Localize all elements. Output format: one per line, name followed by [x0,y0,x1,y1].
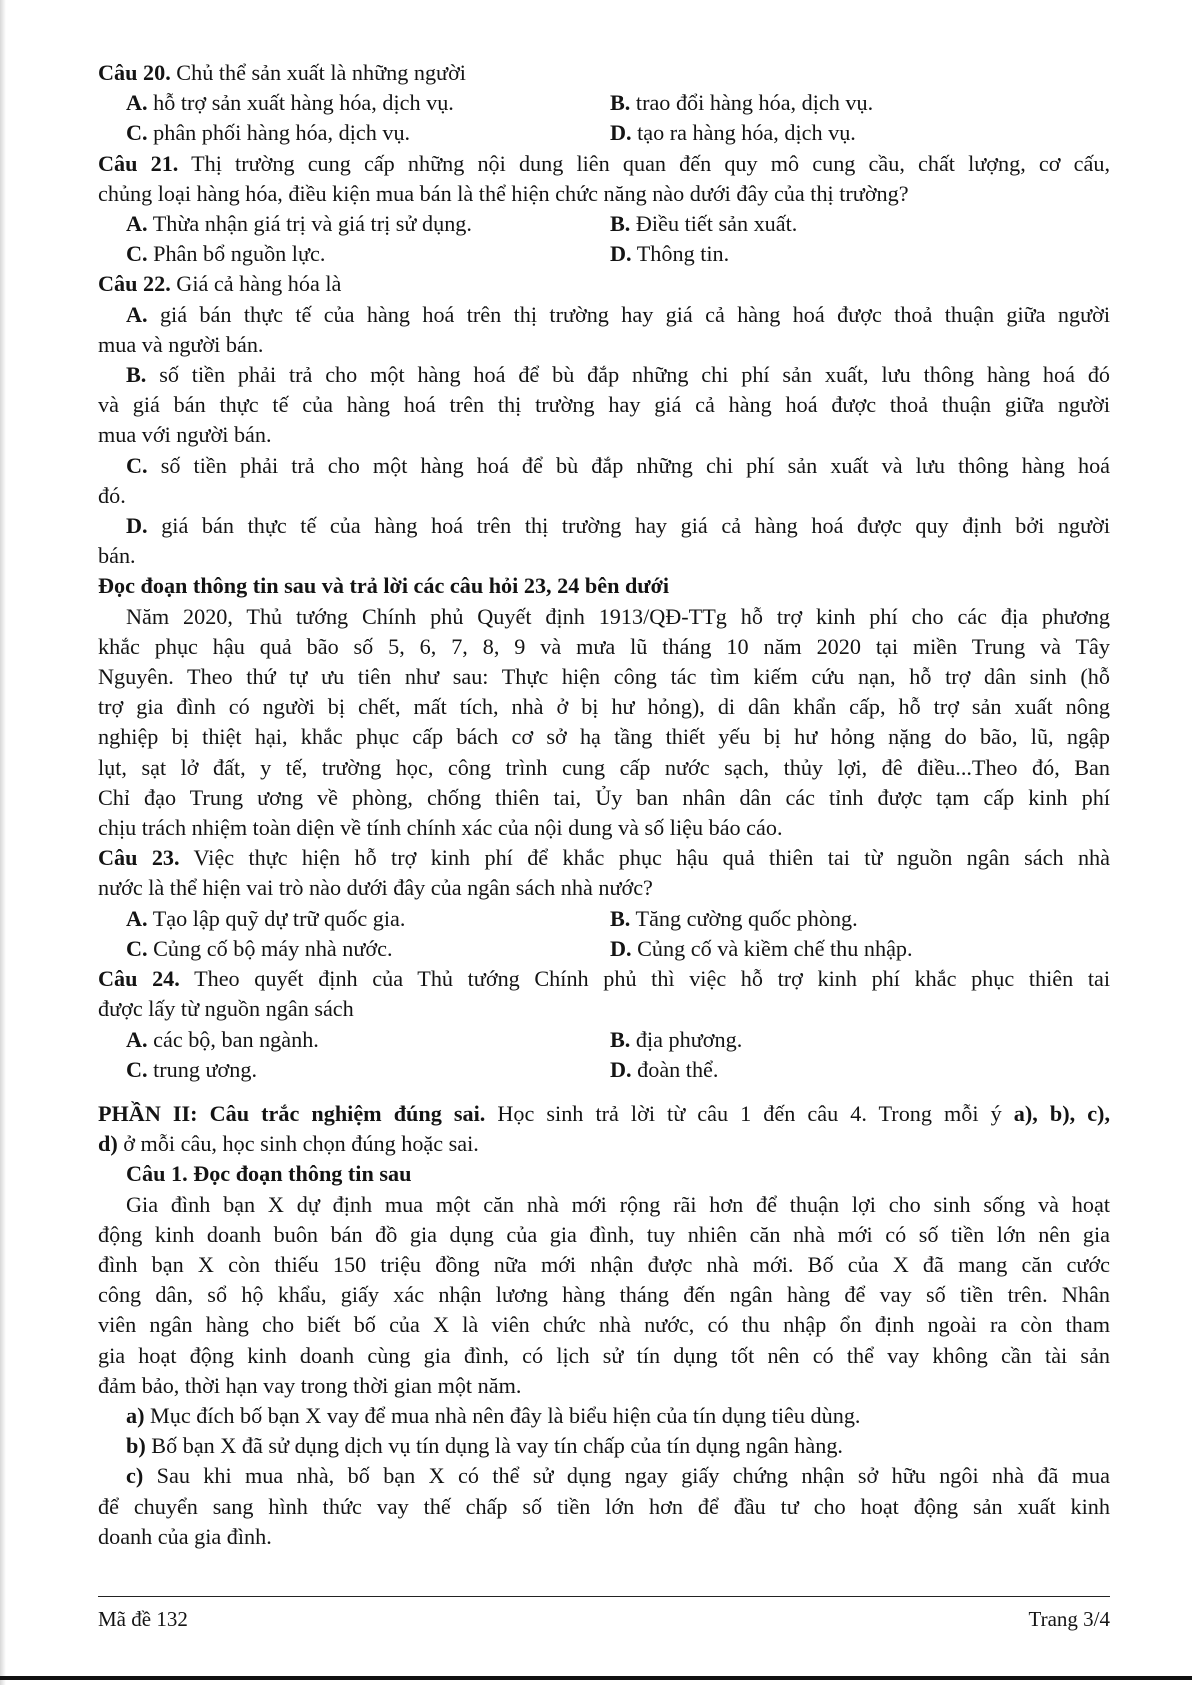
options-row [98,1025,1110,1055]
options-row [98,904,1110,934]
passage-line: trợ gia đình có người bị chết, mất tích, nhà ở bị hư hỏng), di dân khẩn cấp, hỗ trợ sản xuất nông [98,694,1110,720]
passage-line: viên ngân hàng cho biết bố của X là viên chức nhà nước, có thu nhập ổn định ngoài ra còn tham [98,1312,1110,1338]
exam-code: Mã đề 132 [98,1607,188,1631]
option-b-cont: và giá bán thực tế của hàng hoá trên thị trường hay giá cả hàng hoá được thoả thuận giữa người [98,392,1110,418]
question-stem: Chủ thể sản xuất là những người [176,60,466,85]
passage-line: Chỉ đạo Trung ương về phòng, chống thiên tai, Ủy ban nhân dân các tỉnh được tạm cấp kinh phí [98,784,1110,810]
exam-page [98,58,1110,1552]
statement-a[interactable]: a) Mục đích bố bạn X vay để mua nhà nên đây là biểu hiện của tín dụng tiêu dùng. [126,1402,861,1428]
option-c[interactable]: C. Củng cố bộ máy nhà nước. [126,935,393,961]
question-stem-line: Việc thực hiện hỗ trợ kinh phí để khắc phục hậu quả thiên tai từ nguồn ngân sách nhà [193,845,1110,871]
part-2-intro-cont: d) ở mỗi câu, học sinh chọn đúng hoặc sai. [98,1131,479,1157]
question-stem-line: Thị trường cung cấp những nội dung liên quan đến quy mô cung cầu, chất lượng, cơ cấu, [191,150,1110,176]
option-b-cont: mua với người bán. [98,422,272,448]
option-a[interactable]: A. các bộ, ban ngành. [126,1026,319,1052]
section-gap [98,1085,1110,1099]
passage-line: khắc phục hậu quả bão số 5, 6, 7, 8, 9 và mưa lũ tháng 10 năm 2020 tại miền Trung và Tây [98,633,1110,659]
option-c-cont: đó. [98,482,126,508]
question-21 [98,149,1110,179]
question-23 [98,843,1110,873]
option-c[interactable]: C. Phân bổ nguồn lực. [126,241,326,267]
passage-line: Nguyên. Theo thứ tự ưu tiên như sau: Thực hiện công tác tìm kiếm cứu nạn, hỗ trợ dân sinh (hỗ [98,664,1110,690]
option-d[interactable]: D. đoàn thể. [610,1056,719,1082]
statement-c-cont: doanh của gia đình. [98,1523,272,1549]
options-row [98,239,1110,269]
passage-line: Năm 2020, Thủ tướng Chính phủ Quyết định 1913/QĐ-TTg hỗ trợ kinh phí cho các địa phương [126,603,1110,629]
passage-line: công dân, sổ hộ khẩu, giấy xác nhận lương hàng tháng đến ngân hàng để vay số tiền trên. Nhân [98,1282,1110,1308]
options-row [98,209,1110,239]
question-number: Câu 23. [98,845,180,871]
option-a[interactable]: A. Thừa nhận giá trị và giá trị sử dụng. [126,211,472,237]
options-row [98,1055,1110,1085]
question-20 [98,58,1110,88]
option-b[interactable]: B. địa phương. [610,1026,743,1052]
option-c[interactable]: C. phân phối hàng hóa, dịch vụ. [126,120,411,146]
option-a[interactable]: A. Tạo lập quỹ dự trữ quốc gia. [126,905,406,931]
question-number: Câu 20. [98,60,171,85]
option-d[interactable]: D. Củng cố và kiềm chế thu nhập. [610,935,913,961]
question-number: Câu 24. [98,966,180,992]
passage-line: Gia đình bạn X dự định mua một căn nhà mới rộng rãi hơn để thuận lợi cho sinh sống và hoạt [126,1191,1110,1217]
page-footer [98,1596,1110,1632]
passage-line: đảm bảo, thời hạn vay trong thời gian một năm. [98,1372,522,1398]
passage-line: đình bạn X còn thiếu 150 triệu đồng nữa mới nhận được nhà mới. Bố của X đã mang căn cước [98,1251,1110,1277]
option-d[interactable]: D. giá bán thực tế của hàng hoá trên thị trường hay giá cả hàng hoá được quy định bởi người [126,513,1111,539]
scan-bottom-line [0,1676,1192,1680]
statement-c-cont: để chuyển sang hình thức vay thế chấp số tiền lớn hơn để đầu tư cho hoạt động sản xuất kinh [98,1493,1110,1519]
option-d[interactable]: D. Thông tin. [610,241,730,267]
option-d[interactable]: D. tạo ra hàng hóa, dịch vụ. [610,120,856,146]
part-2-keys: a), b), c), [1013,1100,1110,1126]
passage-line: chịu trách nhiệm toàn diện về tính chính xác của nội dung và số liệu báo cáo. [98,815,783,841]
question-number: Câu 22. [98,271,171,297]
reading-heading: Đọc đoạn thông tin sau và trả lời các câu hỏi 23, 24 bên dưới [98,573,670,599]
scan-edge [0,0,6,1685]
options-row [98,88,1110,118]
question-24 [98,964,1110,994]
option-b[interactable]: B. trao đổi hàng hóa, dịch vụ. [610,90,874,116]
question-22 [98,269,1110,299]
options-row [98,934,1110,964]
passage-line: gia hoạt động kinh doanh cùng gia đình, có lịch sử tín dụng tốt nên có thể vay không cần tài sản [98,1342,1110,1368]
statement-b[interactable]: b) Bố bạn X đã sử dụng dịch vụ tín dụng là vay tín chấp của tín dụng ngân hàng. [126,1433,843,1459]
passage-line: nghiệp bị thiệt hại, khắc phục cấp bách cơ sở hạ tầng thiết yếu bị hư hỏng nặng do bão, lũ, ngập [98,724,1110,750]
passage-line: lụt, sạt lở đất, y tế, trường học, công trình cung cấp nước sạch, thủy lợi, đê điều...Theo đó, Ban [98,754,1110,780]
option-c[interactable]: C. trung ương. [126,1056,257,1082]
question-stem-line: Theo quyết định của Thủ tướng Chính phủ thì việc hỗ trợ kinh phí khắc phục thiên tai [194,966,1110,992]
option-a-cont: mua và người bán. [98,331,264,357]
option-b[interactable]: B. Tăng cường quốc phòng. [610,905,858,931]
options-row [98,118,1110,148]
part-2-heading [98,1099,1110,1129]
option-b[interactable]: B. Điều tiết sản xuất. [610,211,798,237]
question-number: Câu 21. [98,150,179,176]
question-stem-line: chủng loại hàng hóa, điều kiện mua bán là thể hiện chức năng nào dưới đây của thị trường? [98,180,909,206]
option-a[interactable]: A. hỗ trợ sản xuất hàng hóa, dịch vụ. [126,90,454,116]
part-2-intro: Học sinh trả lời từ câu 1 đến câu 4. Trong mỗi ý [497,1100,1002,1126]
question-stem-line: nước là thể hiện vai trò nào dưới đây của ngân sách nhà nước? [98,875,653,901]
question-stem-line: được lấy từ nguồn ngân sách [98,996,354,1022]
option-b[interactable]: B. số tiền phải trả cho một hàng hoá để bù đắp những chi phí sản xuất, lưu thông hàng hoá đó [126,362,1111,388]
part-2-question-1-title: Câu 1. Đọc đoạn thông tin sau [126,1161,412,1187]
page-number: Trang 3/4 [1028,1607,1110,1631]
statement-c[interactable]: c) Sau khi mua nhà, bố bạn X có thể sử dụng ngay giấy chứng nhận sở hữu ngôi nhà đã mua [126,1463,1110,1489]
part-2-title: PHẦN II: Câu trắc nghiệm đúng sai. [98,1100,486,1126]
option-d-cont: bán. [98,543,136,569]
option-c[interactable]: C. số tiền phải trả cho một hàng hoá để bù đắp những chi phí sản xuất và lưu thông hàng hoá [126,452,1111,478]
question-stem: Giá cả hàng hóa là [176,271,342,297]
option-a[interactable]: A. giá bán thực tế của hàng hoá trên thị trường hay giá cả hàng hoá được thoả thuận giữa người [126,301,1111,327]
passage-line: động kinh doanh buôn bán đồ gia dụng của gia đình, tuy nhiên căn nhà mới có số tiền lớn nên gia [98,1221,1110,1247]
